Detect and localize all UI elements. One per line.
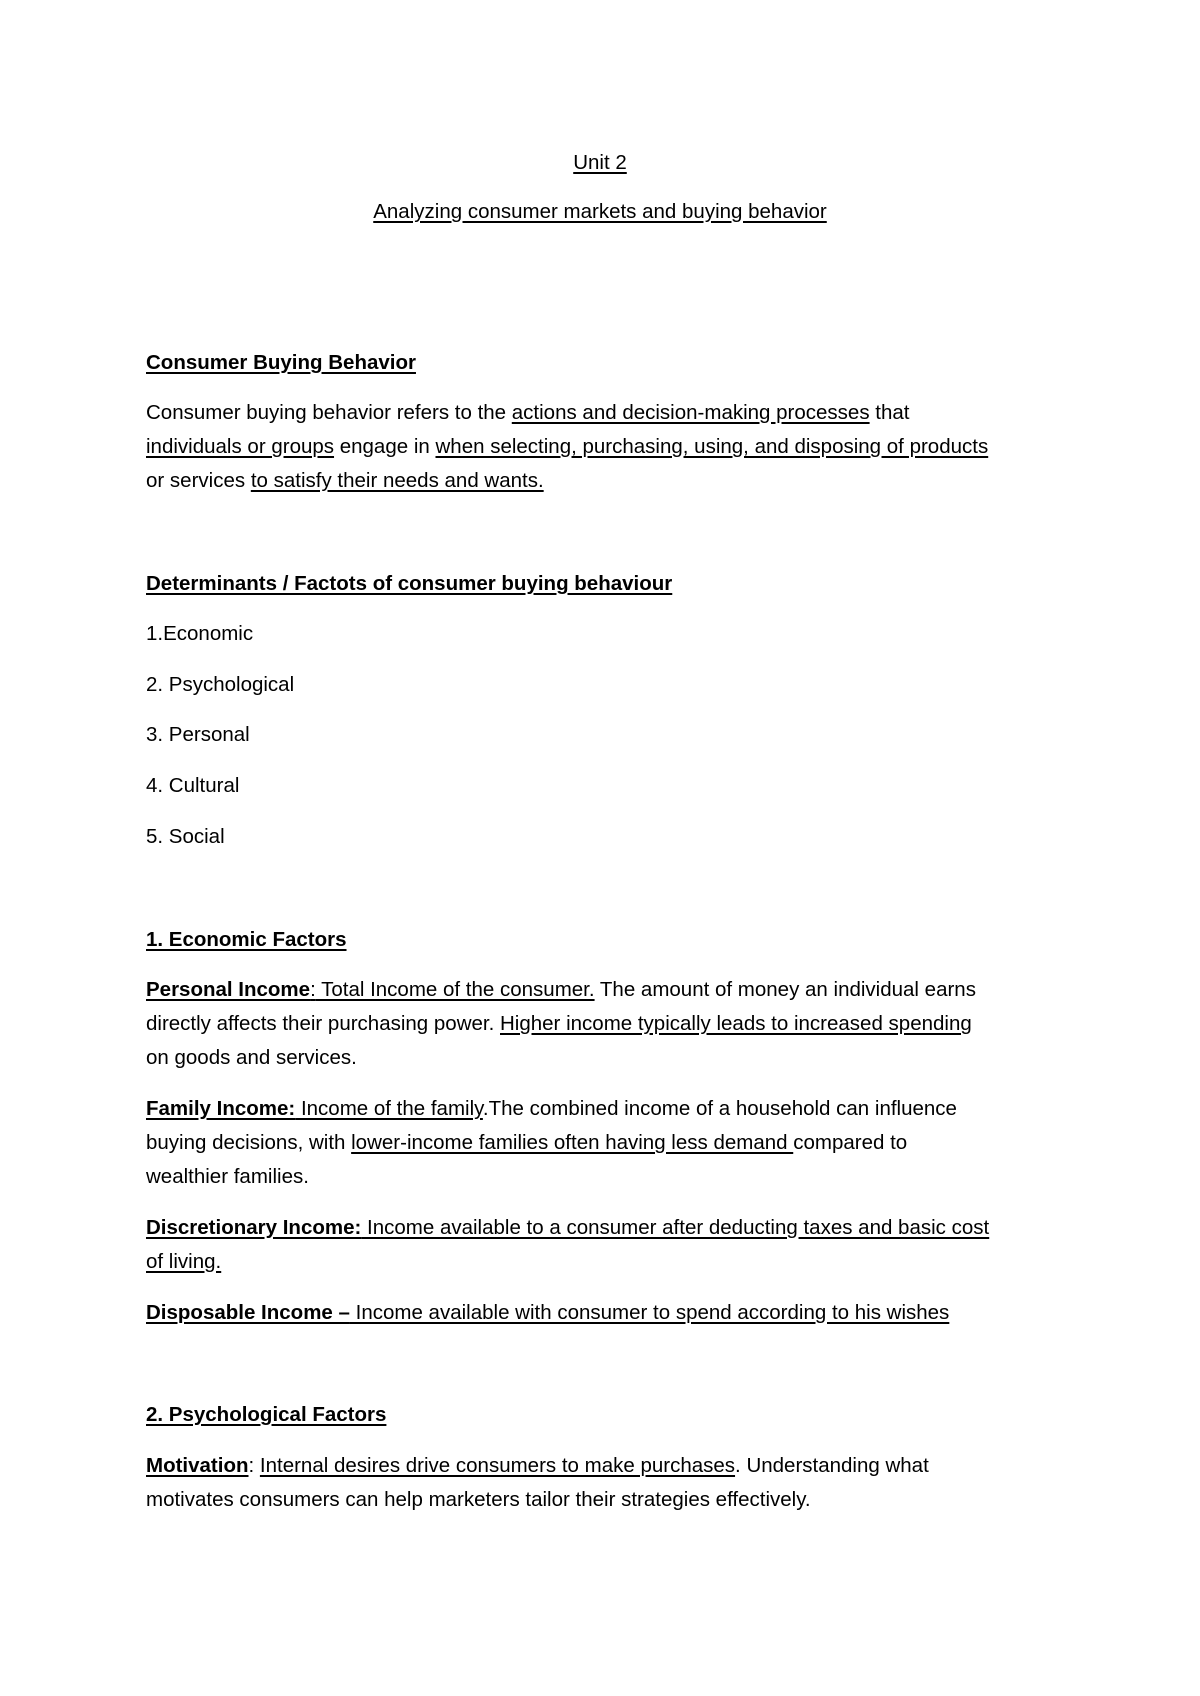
unit-text: Unit 2 <box>573 151 627 174</box>
underlined-run: Income of the family <box>295 1097 483 1120</box>
title-text: Analyzing consumer markets and buying behavior <box>373 200 827 223</box>
list-item <box>146 769 1066 803</box>
underlined-run: to satisfy their needs and wants. <box>250 469 544 492</box>
personal-income-line-2 <box>146 1007 1066 1041</box>
unit-label <box>0 146 1200 180</box>
term-motivation: Motivation <box>146 1454 249 1477</box>
section-heading-psychological-factors <box>146 1398 1066 1432</box>
text-run: that <box>869 401 910 424</box>
term-family-income: Family Income: <box>146 1097 296 1120</box>
underlined-run: when selecting, purchasing, using, and disposing of products <box>435 435 989 458</box>
discretionary-income-line-1 <box>146 1211 1066 1245</box>
section-heading-determinants <box>146 567 1066 601</box>
text-run: The amount of money an individual earns <box>594 978 976 1001</box>
underlined-run: Higher income typically leads to increased spending <box>500 1012 972 1035</box>
underlined-run: Internal desires drive consumers to make purchases <box>259 1454 736 1477</box>
family-income-line-2 <box>146 1126 1066 1160</box>
discretionary-income-line-2 <box>146 1245 1066 1279</box>
list-item-text: 4. Cultural <box>146 774 240 797</box>
section-heading-economic-factors <box>146 923 1066 957</box>
text-run: motivates consumers can help marketers tailor their strategies effectively. <box>146 1488 811 1511</box>
heading-text: 2. Psychological Factors <box>146 1403 387 1426</box>
text-run: buying decisions, with <box>146 1131 352 1154</box>
list-item-text: 1.Economic <box>146 622 254 645</box>
heading-text: 1. Economic Factors <box>146 928 347 951</box>
text-run: Consumer buying behavior refers to the <box>146 401 512 424</box>
text-run: . Understanding what <box>735 1454 929 1477</box>
underlined-run: of living. <box>146 1250 222 1273</box>
text-run: directly affects their purchasing power. <box>146 1012 500 1035</box>
text-run: or services <box>146 469 251 492</box>
text-run: .The combined income of a household can influence <box>482 1097 957 1120</box>
definition-line-2 <box>146 430 1066 464</box>
list-item-text: 3. Personal <box>146 723 250 746</box>
underlined-run: Total Income of the consumer. <box>315 978 595 1001</box>
disposable-income-line <box>146 1296 1066 1330</box>
term-colon: : <box>310 978 316 1001</box>
text-run: engage in <box>334 435 436 458</box>
heading-text: Determinants / Factots of consumer buying behaviour <box>146 572 673 595</box>
text-run: : <box>248 1454 260 1477</box>
list-item <box>146 668 1066 702</box>
term-discretionary-income: Discretionary Income: <box>146 1216 362 1239</box>
document-title <box>0 195 1200 229</box>
list-item <box>146 718 1066 752</box>
personal-income-line-3 <box>146 1041 1066 1075</box>
family-income-line-3 <box>146 1160 1066 1194</box>
text-run: on goods and services. <box>146 1046 357 1069</box>
personal-income-line-1 <box>146 973 1066 1007</box>
motivation-line-1 <box>146 1449 1066 1483</box>
heading-text: Consumer Buying Behavior <box>146 351 416 374</box>
section-heading-consumer-buying-behavior <box>146 346 1066 380</box>
list-item-text: 5. Social <box>146 825 225 848</box>
family-income-line-1 <box>146 1092 1066 1126</box>
list-item <box>146 617 1066 651</box>
underlined-run: individuals or groups <box>146 435 335 458</box>
term-personal-income: Personal Income <box>146 978 311 1001</box>
text-run: compared to <box>793 1131 908 1154</box>
underlined-run: lower-income families often having less demand <box>351 1131 794 1154</box>
underlined-run: Income available to a consumer after deducting taxes and basic cost <box>361 1216 990 1239</box>
underlined-run: Income available with consumer to spend according to his wishes <box>349 1301 950 1324</box>
definition-line-3 <box>146 464 1066 498</box>
motivation-line-2 <box>146 1483 1066 1517</box>
term-disposable-income: Disposable Income – <box>146 1301 350 1324</box>
list-item-text: 2. Psychological <box>146 673 295 696</box>
definition-line-1 <box>146 396 1066 430</box>
underlined-run: actions and decision-making processes <box>511 401 870 424</box>
text-run: wealthier families. <box>146 1165 309 1188</box>
list-item <box>146 820 1066 854</box>
